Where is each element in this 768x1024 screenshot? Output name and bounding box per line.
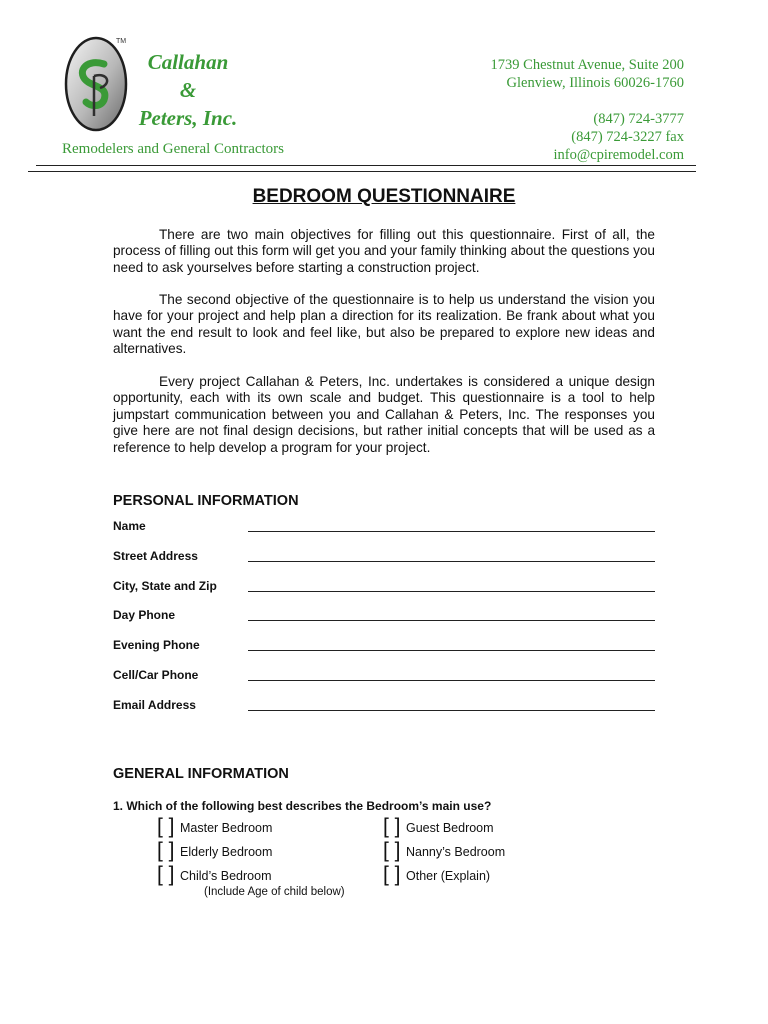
intro-paragraph: There are two main objectives for filling out this questionnaire. First of all, the process of filling out this form will get you and your family thinking about the questions you need to ask yourselves before starting a construction project. [113,227,655,275]
company-name-line: Peters, Inc. [138,106,238,130]
page-title-text: BEDROOM QUESTIONNAIRE [252,186,516,207]
option-guest-bedroom: Guest Bedroom [406,821,494,835]
question-bedroom-use: 1. Which of the following best describes the Bedroom’s main use? [113,799,492,813]
company-name [128,48,248,132]
name-label: Name [113,519,146,533]
option-childs-bedroom: Child’s Bedroom [180,869,272,883]
name-field[interactable] [248,531,655,532]
phone-number: (847) 724-3777 [593,111,684,127]
street-address-field[interactable] [248,561,655,562]
cell-car-phone-label: Cell/Car Phone [113,668,199,682]
cell-car-phone-field[interactable] [248,680,655,681]
address-line-1: 1739 Chestnut Avenue, Suite 200 [490,57,684,73]
checkbox-master-bedroom[interactable]: [ ] [157,815,175,838]
evening-phone-field[interactable] [248,650,655,651]
intro-paragraph: The second objective of the questionnaire is to help us understand the vision you have for your project and help plan a direction for its realization. Be frank about what you want the end result to look and feel like, but also be prepared to explore new ideas and alternatives. [113,292,655,357]
street-address-label: Street Address [113,549,198,563]
checkbox-nannys-bedroom[interactable]: [ ] [383,839,401,862]
option-nannys-bedroom: Nanny’s Bedroom [406,845,506,859]
city-state-zip-field[interactable] [248,591,655,592]
company-logo-icon [64,36,128,132]
day-phone-label: Day Phone [113,608,176,622]
fax-number: (847) 724-3227 fax [571,129,684,145]
checkbox-childs-bedroom[interactable]: [ ] [157,863,175,886]
checkbox-guest-bedroom[interactable]: [ ] [383,815,401,838]
checkbox-other[interactable]: [ ] [383,863,401,886]
address-line-2: Glenview, Illinois 60026-1760 [506,75,684,91]
evening-phone-label: Evening Phone [113,638,200,652]
trademark-mark: TM [116,38,127,45]
intro-paragraph: Every project Callahan & Peters, Inc. undertakes is considered a unique design opportunity, each with its own scale and budget. This questionnaire is a tool to help jumpstart communication between you and Callahan & Peters, Inc. The responses you give here are not final design decisions, but rather initial concepts that will be used as a reference to help develop a program for your project. [113,374,655,455]
personal-info-heading: PERSONAL INFORMATION [113,493,299,509]
header-divider-bottom [28,171,696,172]
header-divider-top [36,165,696,166]
option-other: Other (Explain) [406,869,491,883]
city-state-zip-label: City, State and Zip [113,579,217,593]
email-address-field[interactable] [248,710,655,711]
company-tagline: Remodelers and General Contractors [62,141,285,157]
email-address: info@cpiremodel.com [553,147,684,163]
general-info-heading: GENERAL INFORMATION [113,766,289,782]
child-age-note: (Include Age of child below) [204,886,345,898]
day-phone-field[interactable] [248,620,655,621]
page-title [0,186,768,208]
company-name-line: Callahan [147,50,229,74]
option-master-bedroom: Master Bedroom [180,821,273,835]
contact-block [491,56,684,164]
checkbox-elderly-bedroom[interactable]: [ ] [157,839,175,862]
company-name-line: & [179,78,197,102]
email-address-label: Email Address [113,698,196,712]
option-elderly-bedroom: Elderly Bedroom [180,845,273,859]
